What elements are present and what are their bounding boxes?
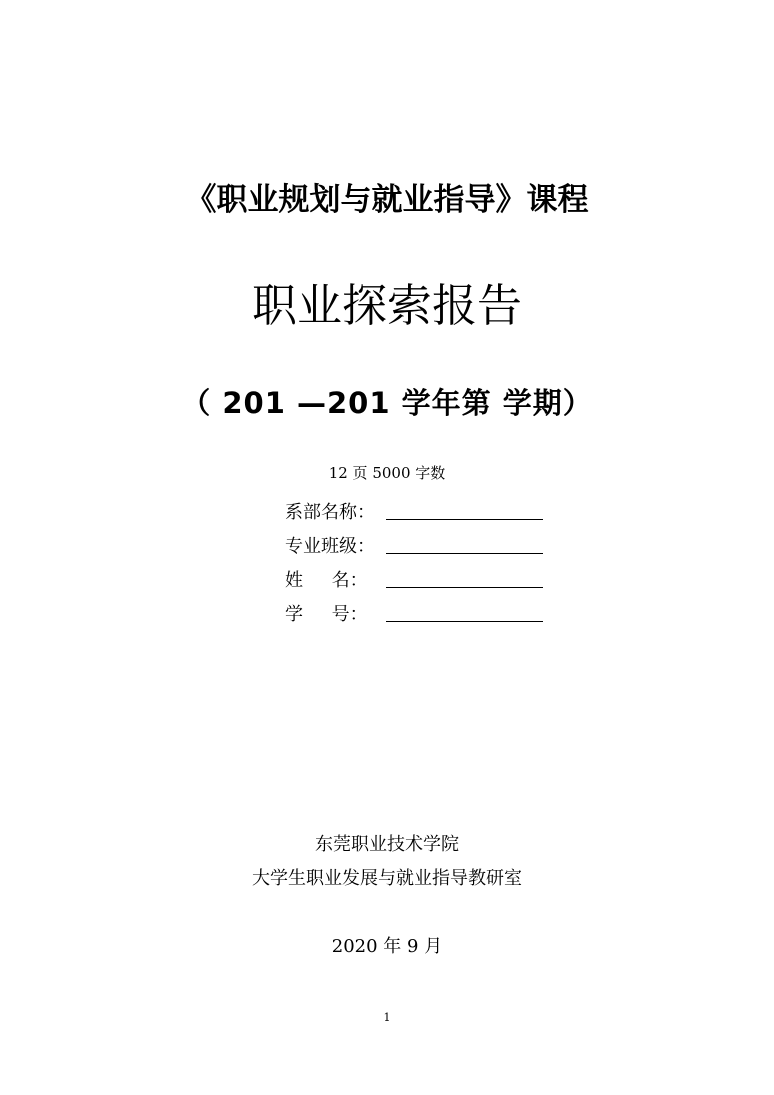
major-class-field-row bbox=[285, 526, 585, 560]
department-field-row bbox=[285, 492, 585, 526]
department-blank[interactable] bbox=[386, 519, 543, 520]
student-info-form bbox=[285, 492, 585, 628]
page-number: 1 bbox=[383, 1011, 391, 1024]
school-name: 东莞职业技术学院 bbox=[315, 834, 459, 855]
teaching-office: 大学生职业发展与就业指导教研室 bbox=[252, 868, 522, 889]
page-word-count: 12 页 5000 字数 bbox=[328, 464, 446, 482]
student-id-field-row bbox=[285, 594, 585, 628]
name-field-row bbox=[285, 560, 585, 594]
date: 2020 年 9 月 bbox=[331, 936, 443, 957]
student-id-blank[interactable] bbox=[386, 621, 543, 622]
major-class-label: 专业班级： bbox=[285, 536, 375, 557]
name-blank[interactable] bbox=[386, 587, 543, 588]
name-label: 姓 名： bbox=[285, 570, 368, 591]
major-class-blank[interactable] bbox=[386, 553, 543, 554]
academic-term: （ 201 —201 学年第 学期） bbox=[181, 386, 593, 420]
course-title: 《职业规划与就业指导》课程 bbox=[185, 182, 589, 218]
student-id-label: 学 号： bbox=[285, 604, 368, 625]
department-label: 系部名称： bbox=[285, 502, 375, 523]
report-title: 职业探索报告 bbox=[251, 279, 522, 332]
